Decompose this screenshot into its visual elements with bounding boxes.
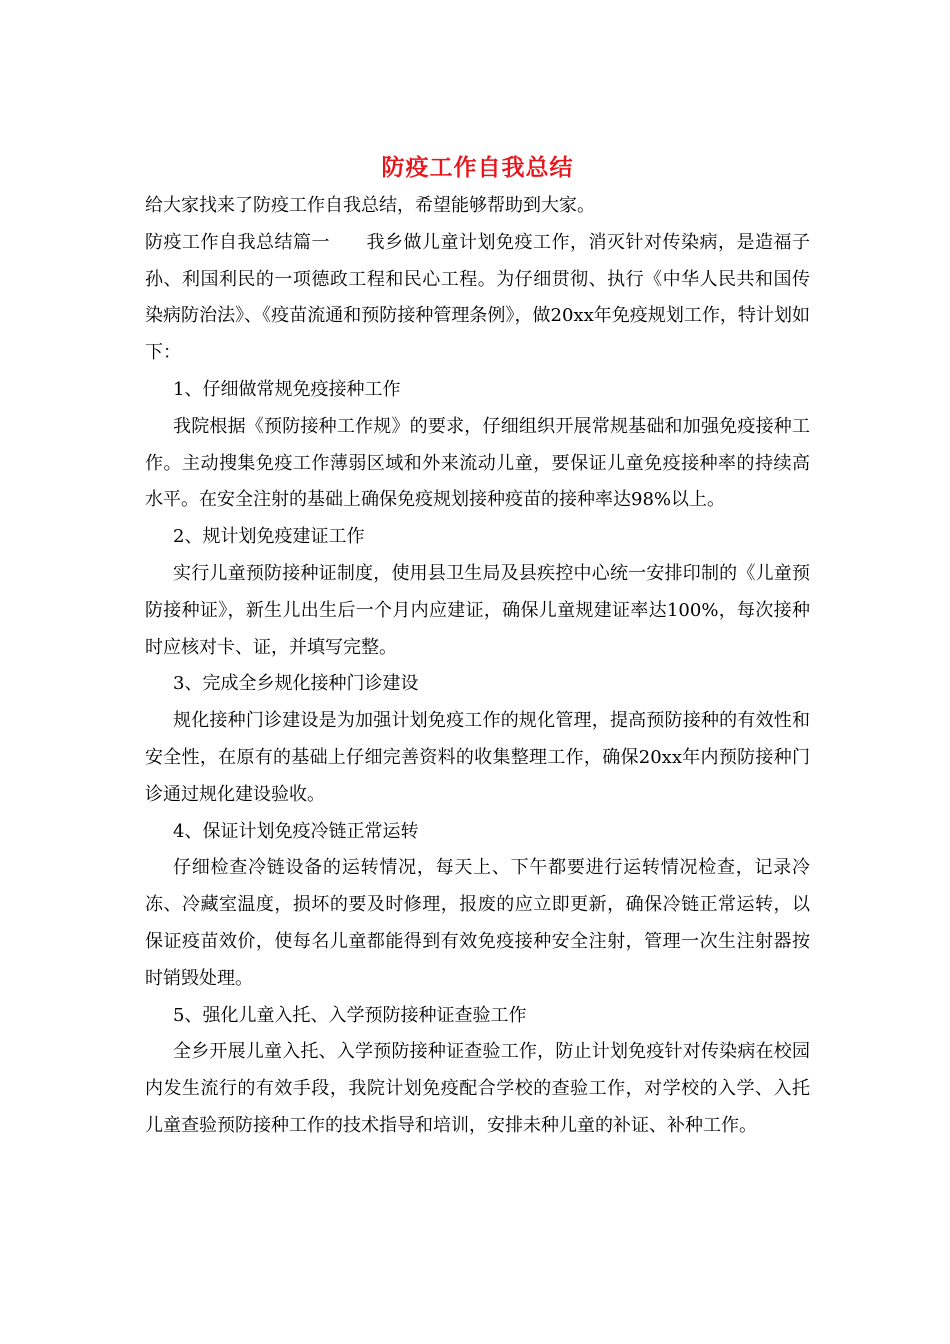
section-body-2: 实行儿童预防接种证制度，使用县卫生局及县疾控中心统一安排印制的《儿童预防接种证》，新生儿出生后一个月内应建证，确保儿童规建证率达100%，每次接种时应核对卡、证，并填写完整。 (145, 562, 810, 658)
document-title: 防疫工作自我总结 (381, 154, 574, 181)
section-body-4: 仔细检查冷链设备的运转情况，每天上、下午都要进行运转情况检查，记录冷冻、冷藏室温度，损坏的要及时修理，报废的应立即更新，确保冷链正常运转，以保证疫苗效价，使每名儿童都能得到有效免疫接种安全注射，管理一次生注射器按时销毁处理。 (145, 857, 810, 989)
section-heading-2: 2、规计划免疫建证工作 (173, 526, 365, 548)
section-heading-5: 5、强化儿童入托、入学预防接种证查验工作 (173, 1004, 527, 1026)
section-heading-3: 3、完成全乡规化接种门诊建设 (173, 673, 419, 695)
section-body-3: 规化接种门诊建设是为加强计划免疫工作的规化管理，提高预防接种的有效性和安全性，在原有的基础上仔细完善资料的收集整理工作，确保20xx年内预防接种门诊通过规化建设验收。 (145, 710, 810, 805)
document-page (145, 150, 810, 1145)
section-body-1: 我院根据《预防接种工作规》的要求，仔细组织开展常规基础和加强免疫接种工作。主动搜集免疫工作薄弱区域和外来流动儿童，要保证儿童免疫接种率的持续高水平。在安全注射的基础上确保免疫规划接种疫苗的接种率达98%以上。 (145, 415, 810, 511)
section-heading-1: 1、仔细做常规免疫接种工作 (173, 378, 401, 400)
part-label: 防疫工作自我总结篇一 (145, 231, 330, 253)
intro-paragraph: 给大家找来了防疫工作自我总结，希望能够帮助到大家。 (145, 195, 595, 216)
opening-paragraph (145, 225, 810, 372)
section-heading-4: 4、保证计划免疫冷链正常运转 (173, 820, 419, 842)
section-body-5: 全乡开展儿童入托、入学预防接种证查验工作，防止计划免疫针对传染病在校园内发生流行的有效手段，我院计划免疫配合学校的查验工作，对学校的入学、入托儿童查验预防接种工作的技术指导和培训，安排未种儿童的补证、补种工作。 (145, 1041, 810, 1136)
opening-text: 我乡做儿童计划免疫工作，消灭针对传染病，是造福子孙、利国利民的一项德政工程和民心工程。为仔细贯彻、执行《中华人民共和国传染病防治法》、《疫苗流通和预防接种管理条例》，做20xx年免疫规划工作，特计划如下： (145, 231, 810, 364)
